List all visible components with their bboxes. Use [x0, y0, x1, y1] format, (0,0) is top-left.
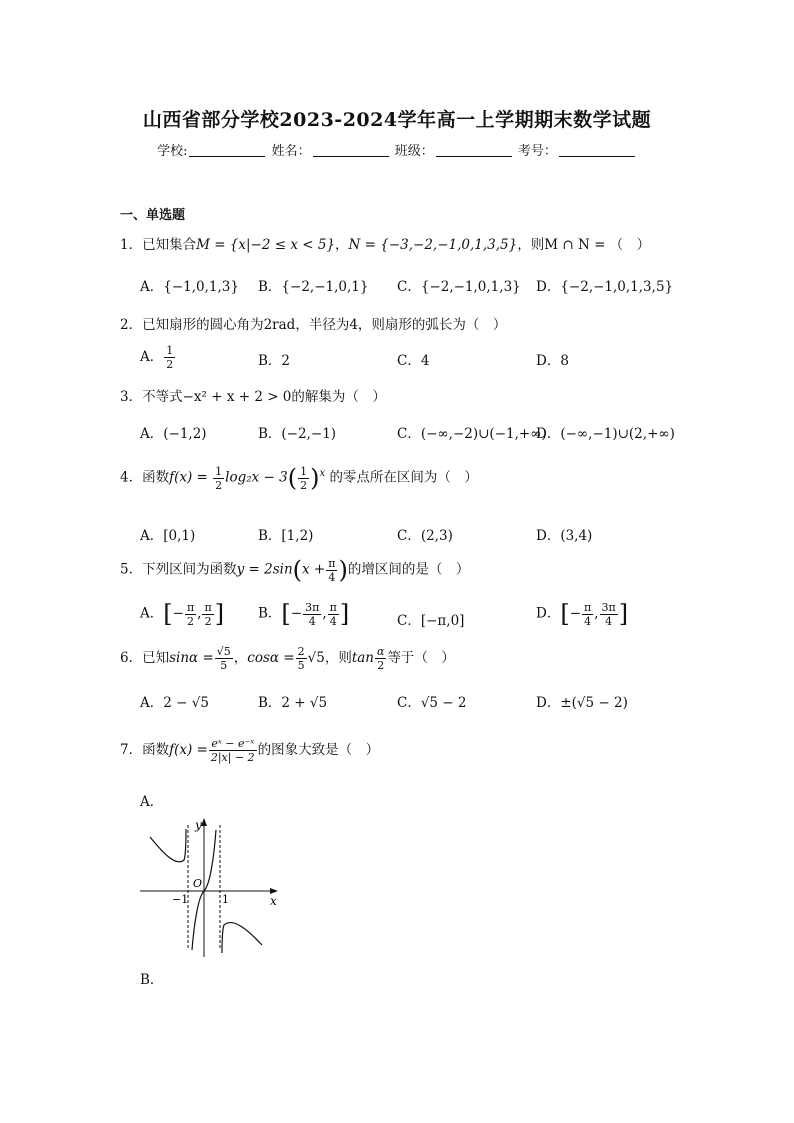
q2-option-d[interactable]: D．8 — [536, 353, 569, 369]
q4-pre: 4．函数 — [120, 469, 170, 486]
id-label: 考号： — [517, 144, 557, 159]
school-label: 学校: — [157, 144, 188, 159]
q1-option-c[interactable]: C．{−2,−1,0,1,3} — [397, 279, 521, 295]
question-2: 2．已知扇形的圆心角为2rad，半径为4，则扇形的弧长为（ ） — [120, 317, 507, 333]
curve-left — [150, 829, 186, 862]
q4-func: f(x) = — [169, 469, 208, 486]
q5-tail: 的增区间的是（ ） — [347, 561, 470, 578]
origin-label: O — [193, 877, 203, 890]
q4-tail: 的零点所在区间为（ ） — [329, 469, 478, 486]
q1-set-m: M = {x|−2 ≤ x < 5} — [196, 237, 336, 253]
q2-a-fraction: $\frac{1}{2}$ — [166, 344, 174, 371]
q2-a-label: A． — [140, 349, 164, 365]
q4-option-a[interactable]: A．[0,1) — [140, 528, 196, 544]
q2-option-b[interactable]: B．2 — [258, 353, 291, 369]
q1-stem: 1．已知集合 — [120, 237, 197, 253]
q6-option-c[interactable]: C．√5 − 2 — [397, 695, 467, 711]
question-6: 6．已知sinα = $\frac{√5}{5}$ ，cosα = $\frac{2}{5}$ √5，则tan $\frac{\alpha}{2}$ 等于（ ） — [120, 645, 455, 672]
q7-graph-a — [138, 815, 283, 960]
q4-frac-2: $\frac{1}{2}$ — [300, 464, 308, 492]
q5-option-a[interactable]: A．[− $\frac{\pi}{2}$ , $\frac{\pi}{2}$ ] — [140, 600, 225, 628]
q1-option-b[interactable]: B．{−2,−1,0,1} — [258, 279, 369, 295]
q1-set-n: N = {−3,−2,−1,0,1,3,5} — [348, 237, 518, 253]
q4-exponent: x — [319, 468, 326, 479]
page-title: 山西省部分学校2023-2024学年高一上学期期末数学试题 — [142, 109, 652, 131]
q4-option-c[interactable]: C．(2,3) — [397, 528, 453, 544]
q5-option-b[interactable]: B．[− $\frac{3\pi}{4}$ , $\frac{\pi}{4}$ ] — [258, 600, 350, 628]
q6-option-b[interactable]: B．2 + √5 — [258, 695, 328, 711]
class-blank[interactable] — [436, 144, 512, 157]
tick-neg1: −1 — [172, 893, 189, 906]
q1-tail: ，则M ∩ N = （ ） — [517, 237, 651, 253]
q7-option-b[interactable]: B． — [140, 972, 164, 988]
q4-option-d[interactable]: D．(3,4) — [536, 528, 593, 544]
class-label: 班级： — [394, 144, 434, 159]
q5-option-d[interactable]: D．[− $\frac{\pi}{4}$ , $\frac{3\pi}{4}$ ] — [536, 600, 629, 628]
q4-frac-1: $\frac{1}{2}$ — [215, 464, 223, 492]
school-blank[interactable] — [189, 144, 265, 157]
q4-log: log₂x − 3 — [225, 469, 288, 486]
name-label: 姓名： — [271, 144, 311, 159]
question-7: 7．函数f(x) = $\frac{\text{eˣ − e⁻ˣ}}{2|x| - 2}$ 的图象大致是（ ） — [120, 737, 380, 764]
q4-option-b[interactable]: B．[1,2) — [258, 528, 314, 544]
section-heading: 一、单选题 — [120, 208, 186, 223]
q3-option-a[interactable]: A．(−1,2) — [140, 426, 207, 442]
q1-sep: ， — [335, 237, 349, 253]
y-axis-arrow — [201, 818, 207, 826]
q5-func: y = 2sin — [236, 561, 293, 578]
q3-option-c[interactable]: C．(−∞,−2)∪(−1,+∞) — [397, 426, 547, 442]
curve-right — [222, 923, 262, 953]
q5-pre: 5．下列区间为函数 — [120, 561, 237, 578]
question-5: 5．下列区间为函数y = 2sin(x + $\frac{\pi}{4}$ )的增区间的是（ ） — [120, 556, 470, 584]
y-label: y — [195, 818, 202, 832]
question-3: 3．不等式−x² + x + 2 > 0的解集为（ ） — [120, 389, 386, 405]
q1-option-d[interactable]: D．{−2,−1,0,1,3,5} — [536, 279, 674, 295]
name-blank[interactable] — [313, 144, 389, 157]
q5-option-c[interactable]: C．[−π,0] — [397, 613, 465, 629]
q5-arg: x + — [302, 561, 326, 578]
student-info-line — [0, 140, 794, 159]
q6-option-d[interactable]: D．±(√5 − 2) — [536, 695, 628, 711]
q1-option-a[interactable]: A．{−1,0,1,3} — [140, 279, 239, 295]
x-label: x — [270, 894, 277, 908]
tick-pos1: 1 — [222, 893, 229, 906]
question-4: 4．函数f(x) = $\frac{1}{2}$ log₂x − 3( $\frac{1}{2}$ )$^x$ 的零点所在区间为（ ） — [120, 464, 478, 492]
question-1 — [120, 233, 650, 253]
q7-option-a[interactable]: A． — [140, 794, 164, 810]
q2-option-c[interactable]: C．4 — [397, 353, 430, 369]
q6-option-a[interactable]: A．2 − √5 — [140, 695, 209, 711]
q5-frac: $\frac{\pi}{4}$ — [328, 556, 336, 584]
q3-option-b[interactable]: B．(−2,−1) — [258, 426, 337, 442]
id-blank[interactable] — [559, 144, 635, 157]
q2-option-a[interactable] — [140, 344, 176, 371]
q3-option-d[interactable]: D．(−∞,−1)∪(2,+∞) — [536, 426, 675, 442]
